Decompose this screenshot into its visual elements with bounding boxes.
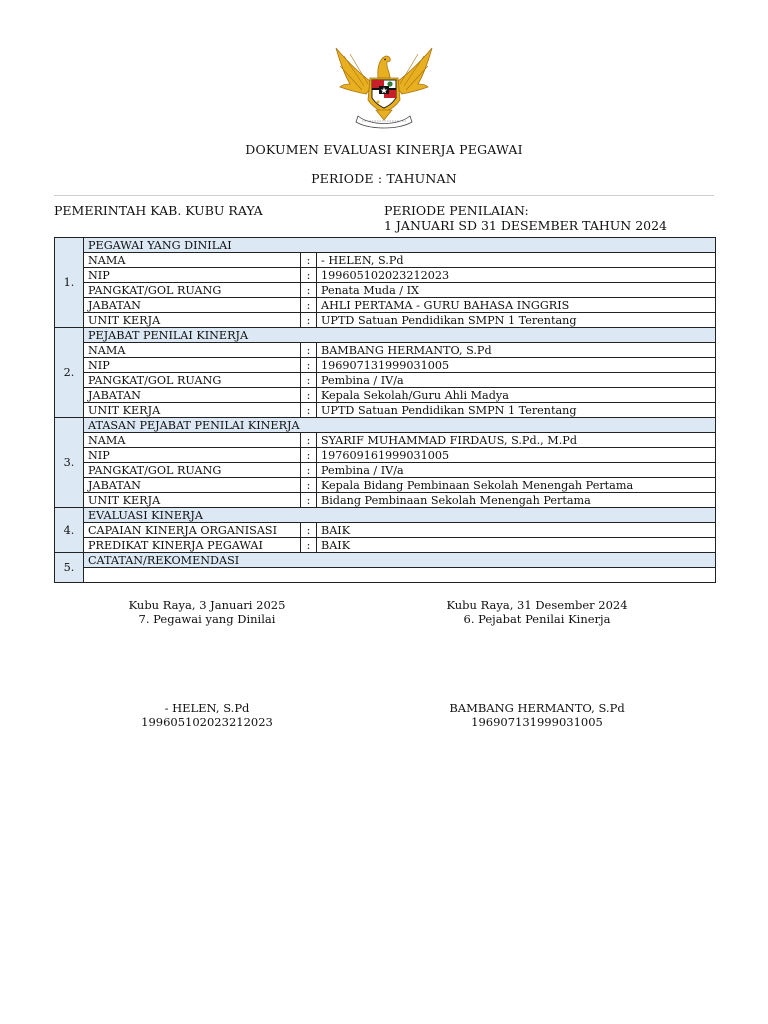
field-value: BAIK — [317, 538, 716, 553]
field-label: NAMA — [84, 433, 301, 448]
table-row — [55, 538, 716, 553]
field-value: 196907131999031005 — [317, 358, 716, 373]
field-label: UNIT KERJA — [84, 493, 301, 508]
field-colon: : — [301, 283, 317, 298]
field-label: UNIT KERJA — [84, 403, 301, 418]
signature-left-nip: 199605102023212023 — [141, 715, 273, 729]
field-value: Kepala Sekolah/Guru Ahli Madya — [317, 388, 716, 403]
field-colon: : — [301, 298, 317, 313]
header-divider — [54, 195, 714, 196]
table-row — [55, 448, 716, 463]
section-title: EVALUASI KINERJA — [84, 508, 716, 523]
signature-left-role: 7. Pegawai yang Dinilai — [138, 612, 276, 626]
field-colon: : — [301, 493, 317, 508]
field-value: AHLI PERTAMA - GURU BAHASA INGGRIS — [317, 298, 716, 313]
table-row — [55, 358, 716, 373]
field-value: 199605102023212023 — [317, 268, 716, 283]
section-number: 2. — [55, 328, 84, 418]
section-header-row — [55, 328, 716, 343]
table-row — [55, 268, 716, 283]
period-title: PERIODE : TAHUNAN — [311, 171, 457, 186]
field-value: SYARIF MUHAMMAD FIRDAUS, S.Pd., M.Pd — [317, 433, 716, 448]
field-value: Penata Muda / IX — [317, 283, 716, 298]
field-value: Pembina / IV/a — [317, 463, 716, 478]
field-label: NIP — [84, 448, 301, 463]
field-colon: : — [301, 403, 317, 418]
section-header-row — [55, 238, 716, 253]
signature-right-role: 6. Pejabat Penilai Kinerja — [463, 612, 611, 626]
field-value: Kepala Bidang Pembinaan Sekolah Menengah Pertama — [317, 478, 716, 493]
table-row — [55, 523, 716, 538]
section-title: ATASAN PEJABAT PENILAI KINERJA — [84, 418, 716, 433]
field-label: PANGKAT/GOL RUANG — [84, 463, 301, 478]
field-label: NIP — [84, 268, 301, 283]
field-value: BAMBANG HERMANTO, S.Pd — [317, 343, 716, 358]
signature-left-place-date: Kubu Raya, 3 Januari 2025 — [128, 598, 286, 612]
field-colon: : — [301, 253, 317, 268]
section-header-row — [55, 553, 716, 568]
field-label: PREDIKAT KINERJA PEGAWAI — [84, 538, 301, 553]
table-row — [55, 298, 716, 313]
section-header-row — [55, 508, 716, 523]
field-colon: : — [301, 523, 317, 538]
field-value: Bidang Pembinaan Sekolah Menengah Pertama — [317, 493, 716, 508]
table-row — [55, 403, 716, 418]
field-colon: : — [301, 313, 317, 328]
section-number: 3. — [55, 418, 84, 508]
table-row — [55, 343, 716, 358]
field-colon: : — [301, 538, 317, 553]
field-label: JABATAN — [84, 388, 301, 403]
signature-left-name: - HELEN, S.Pd — [164, 701, 250, 715]
section-header-row — [55, 418, 716, 433]
signature-right-nip: 196907131999031005 — [471, 715, 603, 729]
field-colon: : — [301, 448, 317, 463]
table-row — [55, 493, 716, 508]
document-title: DOKUMEN EVALUASI KINERJA PEGAWAI — [245, 142, 523, 157]
field-label: JABATAN — [84, 478, 301, 493]
section-title: CATATAN/REKOMENDASI — [84, 553, 716, 568]
signature-right-name: BAMBANG HERMANTO, S.Pd — [449, 701, 625, 715]
table-row — [55, 433, 716, 448]
evaluation-form-table — [54, 237, 716, 583]
agency-name: PEMERINTAH KAB. KUBU RAYA — [54, 203, 263, 218]
field-value: - HELEN, S.Pd — [317, 253, 716, 268]
field-colon: : — [301, 388, 317, 403]
table-row — [55, 388, 716, 403]
field-colon: : — [301, 463, 317, 478]
table-row — [55, 283, 716, 298]
field-colon: : — [301, 268, 317, 283]
garuda-pancasila-emblem-icon — [334, 44, 434, 132]
table-row — [55, 463, 716, 478]
field-label: PANGKAT/GOL RUANG — [84, 373, 301, 388]
section-title: PEGAWAI YANG DINILAI — [84, 238, 716, 253]
field-label: CAPAIAN KINERJA ORGANISASI — [84, 523, 301, 538]
field-value: UPTD Satuan Pendidikan SMPN 1 Terentang — [317, 313, 716, 328]
section-number: 4. — [55, 508, 84, 553]
field-label: NAMA — [84, 343, 301, 358]
field-colon: : — [301, 433, 317, 448]
table-row — [55, 253, 716, 268]
field-colon: : — [301, 373, 317, 388]
field-label: NAMA — [84, 253, 301, 268]
assessment-period-value: 1 JANUARI SD 31 DESEMBER TAHUN 2024 — [384, 218, 668, 233]
field-label: UNIT KERJA — [84, 313, 301, 328]
notes-cell — [84, 568, 716, 583]
section-number: 1. — [55, 238, 84, 328]
section-title: PEJABAT PENILAI KINERJA — [84, 328, 716, 343]
notes-empty-row — [55, 568, 716, 583]
field-colon: : — [301, 358, 317, 373]
table-row — [55, 478, 716, 493]
field-value: UPTD Satuan Pendidikan SMPN 1 Terentang — [317, 403, 716, 418]
field-label: PANGKAT/GOL RUANG — [84, 283, 301, 298]
section-number: 5. — [55, 553, 84, 583]
field-colon: : — [301, 478, 317, 493]
table-row — [55, 313, 716, 328]
field-value: BAIK — [317, 523, 716, 538]
assessment-period-label: PERIODE PENILAIAN: — [384, 203, 529, 218]
field-colon: : — [301, 343, 317, 358]
field-label: NIP — [84, 358, 301, 373]
field-value: 197609161999031005 — [317, 448, 716, 463]
table-row — [55, 373, 716, 388]
field-label: JABATAN — [84, 298, 301, 313]
signature-right-place-date: Kubu Raya, 31 Desember 2024 — [446, 598, 628, 612]
field-value: Pembina / IV/a — [317, 373, 716, 388]
